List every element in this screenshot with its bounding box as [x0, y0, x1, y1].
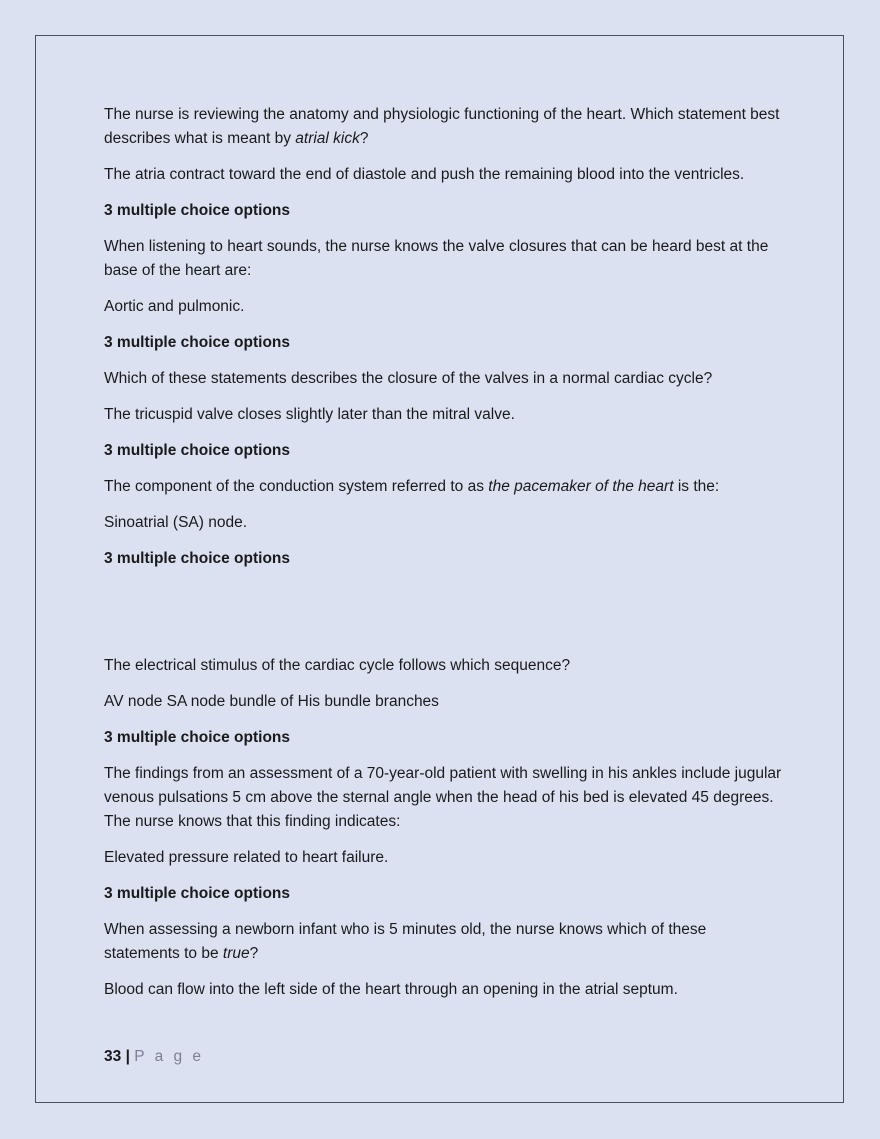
question-5: The electrical stimulus of the cardiac cycle follows which sequence? — [104, 657, 571, 674]
page-footer — [104, 1045, 204, 1069]
answer-2: Aortic and pulmonic. — [104, 298, 245, 315]
question-3: Which of these statements describes the closure of the valves in a normal cardiac cycle? — [104, 370, 713, 387]
question-2: When listening to heart sounds, the nurse knows the valve closures that can be heard best at the base of the heart are: — [104, 238, 769, 279]
question-text: The nurse is reviewing the anatomy and physiologic functioning of the heart. Which statement best describes what is meant by — [104, 106, 780, 147]
page-label: P a g e — [134, 1048, 205, 1065]
question-text: is the: — [673, 478, 720, 495]
question-text: The component of the conduction system referred to as — [104, 478, 489, 495]
options-note-3: 3 multiple choice options — [104, 442, 291, 459]
page-number: 33 — [104, 1048, 122, 1065]
question-6: The findings from an assessment of a 70-year-old patient with swelling in his ankles include jugular venous pulsations 5 cm above the sternal angle when the head of his bed is elevated 45 degrees. The nurse knows that this finding indicates: — [104, 765, 782, 830]
question-1 — [104, 103, 784, 151]
question-7 — [104, 918, 784, 966]
question-text: ? — [249, 945, 259, 962]
options-note-2: 3 multiple choice options — [104, 334, 291, 351]
footer-separator: | — [125, 1048, 130, 1065]
question-emphasis: atrial kick — [295, 130, 360, 147]
question-emphasis: true — [222, 945, 250, 962]
answer-5: AV node SA node bundle of His bundle branches — [104, 693, 439, 710]
options-note-5: 3 multiple choice options — [104, 729, 291, 746]
options-note-6: 3 multiple choice options — [104, 885, 291, 902]
answer-1: The atria contract toward the end of diastole and push the remaining blood into the ventricles. — [104, 166, 745, 183]
answer-7: Blood can flow into the left side of the heart through an opening in the atrial septum. — [104, 981, 678, 998]
question-4 — [104, 475, 784, 499]
answer-3: The tricuspid valve closes slightly later than the mitral valve. — [104, 406, 515, 423]
options-note-4: 3 multiple choice options — [104, 550, 291, 567]
question-text: ? — [359, 130, 369, 147]
answer-4: Sinoatrial (SA) node. — [104, 514, 248, 531]
options-note-1: 3 multiple choice options — [104, 202, 291, 219]
answer-6: Elevated pressure related to heart failure. — [104, 849, 389, 866]
question-emphasis: the pacemaker of the heart — [488, 478, 674, 495]
question-text: When assessing a newborn infant who is 5 minutes old, the nurse knows which of these statements to be — [104, 921, 707, 962]
